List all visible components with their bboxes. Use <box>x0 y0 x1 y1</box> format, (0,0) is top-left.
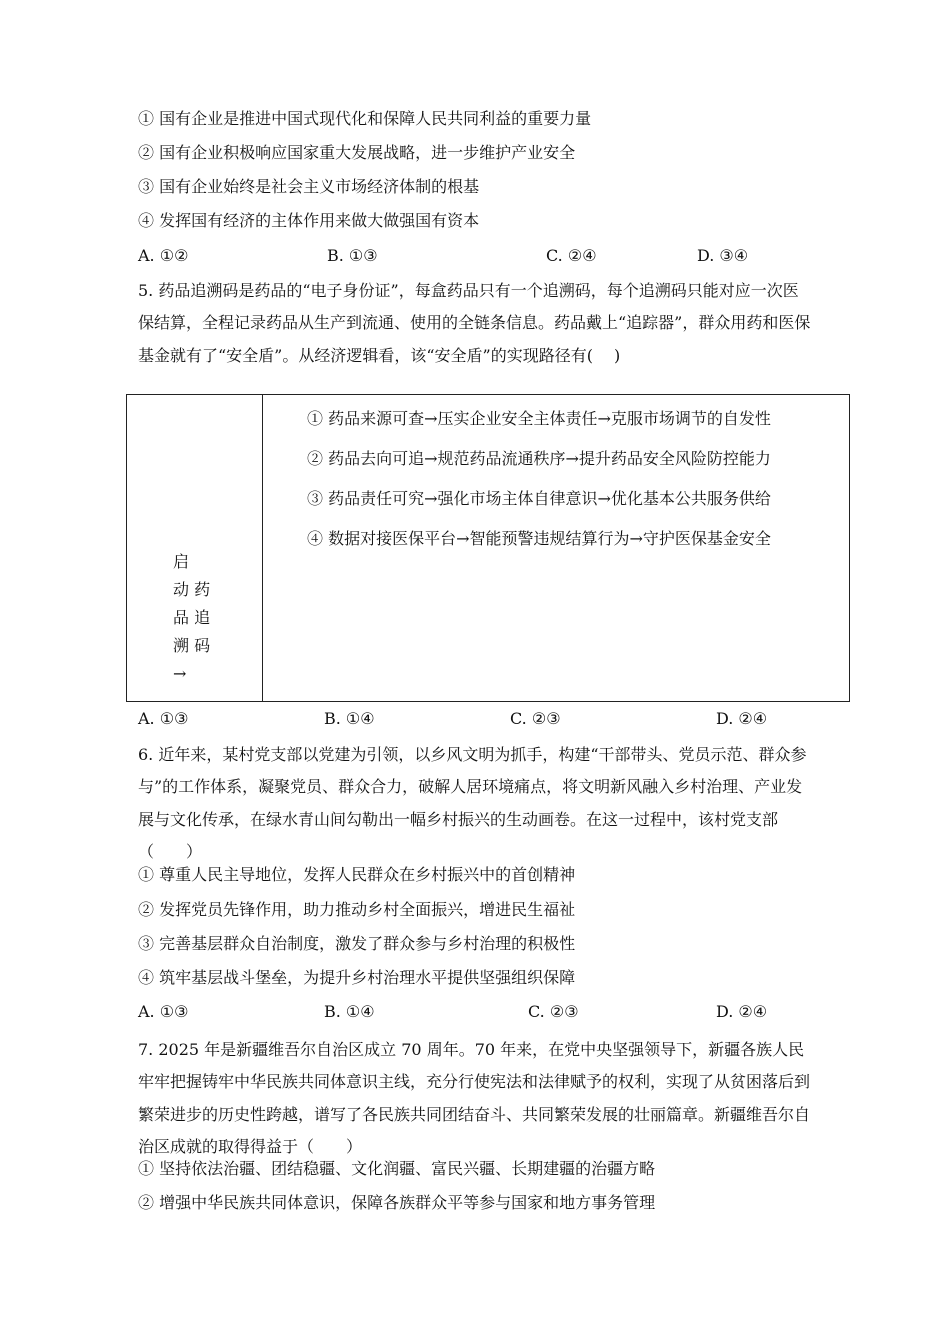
q5-table-right-cell <box>307 405 807 565</box>
q5-stem: 5. 药品追溯码是药品的“电子身份证”，每盒药品只有一个追溯码，每个追溯码只能对应一次医保结算，全程记录药品从生产到流通、使用的全链条信息。药品戴上“追踪器”，群众用药和医保基金就有了“安全盾”。从经济逻辑看，该“安全盾”的实现路径有( ) <box>138 281 811 365</box>
q4-statement-1: ① 国有企业是推进中国式现代化和保障人民共同利益的重要力量 <box>138 109 592 128</box>
q4-option-c: C. ②④ <box>546 246 597 265</box>
q4-statement-4: ④ 发挥国有经济的主体作用来做大做强国有资本 <box>138 211 480 230</box>
q4-option-b: B. ①③ <box>327 246 378 265</box>
q6-statement-2: ② 发挥党员先锋作用，助力推动乡村全面振兴，增进民生福祉 <box>138 900 576 919</box>
q6-option-b: B. ①④ <box>324 1002 375 1021</box>
q5-option-d: D. ②④ <box>716 709 768 728</box>
q7-statement-2: ② 增强中华民族共同体意识，保障各族群众平等参与国家和地方事务管理 <box>138 1193 656 1212</box>
q6-statement-4: ④ 筑牢基层战斗堡垒，为提升乡村治理水平提供坚强组织保障 <box>138 968 576 987</box>
q5-option-b: B. ①④ <box>324 709 375 728</box>
q4-statement-2: ② 国有企业积极响应国家重大发展战略，进一步维护产业安全 <box>138 143 576 162</box>
q5-table-item-2: ② 药品去向可追→规范药品流通秩序→提升药品安全风险防控能力 <box>307 449 771 468</box>
q5-table-item-3: ③ 药品责任可究→强化市场主体自律意识→优化基本公共服务供给 <box>307 489 771 508</box>
q6-option-d: D. ②④ <box>716 1002 768 1021</box>
q5-left-line-5: → <box>173 664 187 683</box>
q4-statement-3: ③ 国有企业始终是社会主义市场经济体制的根基 <box>138 177 480 196</box>
q5-table-item-1: ① 药品来源可查→压实企业安全主体责任→克服市场调节的自发性 <box>307 409 771 428</box>
q6-statement-3: ③ 完善基层群众自治制度，激发了群众参与乡村治理的积极性 <box>138 934 576 953</box>
q5-table <box>126 394 850 702</box>
q5-left-line-1: 启 <box>173 552 190 571</box>
q6-option-c: C. ②③ <box>528 1002 579 1021</box>
q5-left-line-3: 品 追 <box>173 608 211 627</box>
q5-left-line-2: 动 药 <box>173 580 211 599</box>
q5-table-left-cell <box>127 395 263 701</box>
q4-option-a: A. ①② <box>138 246 189 265</box>
q5-option-a: A. ①③ <box>138 709 189 728</box>
q5-table-item-4: ④ 数据对接医保平台→智能预警违规结算行为→守护医保基金安全 <box>307 529 771 548</box>
q5-option-c: C. ②③ <box>510 709 561 728</box>
q6-option-a: A. ①③ <box>138 1002 189 1021</box>
q7-statement-1: ① 坚持依法治疆、团结稳疆、文化润疆、富民兴疆、长期建疆的治疆方略 <box>138 1159 656 1178</box>
q5-left-line-4: 溯 码 <box>173 636 211 655</box>
q4-option-d: D. ③④ <box>697 246 749 265</box>
q6-stem: 6. 近年来，某村党支部以党建为引领，以乡风文明为抓手，构建“干部带头、党员示范、群众参与”的工作体系，凝聚党员、群众合力，破解人居环境痛点，将文明新风融入乡村治理、产业发展与文化传承，在绿水青山间勾勒出一幅乡村振兴的生动画卷。在这一过程中，该村党支部（ ） <box>138 745 807 862</box>
q6-statement-1: ① 尊重人民主导地位，发挥人民群众在乡村振兴中的首创精神 <box>138 865 576 884</box>
q7-stem: 7. 2025 年是新疆维吾尔自治区成立 70 周年。70 年来，在党中央坚强领导下，新疆各族人民牢牢把握铸牢中华民族共同体意识主线，充分行使宪法和法律赋予的权利，实现了从贫困落后到繁荣进步的历史性跨越，谱写了各民族共同团结奋斗、共同繁荣发展的壮丽篇章。新疆维吾尔自治区成就的取得得益于（ ） <box>138 1040 811 1157</box>
